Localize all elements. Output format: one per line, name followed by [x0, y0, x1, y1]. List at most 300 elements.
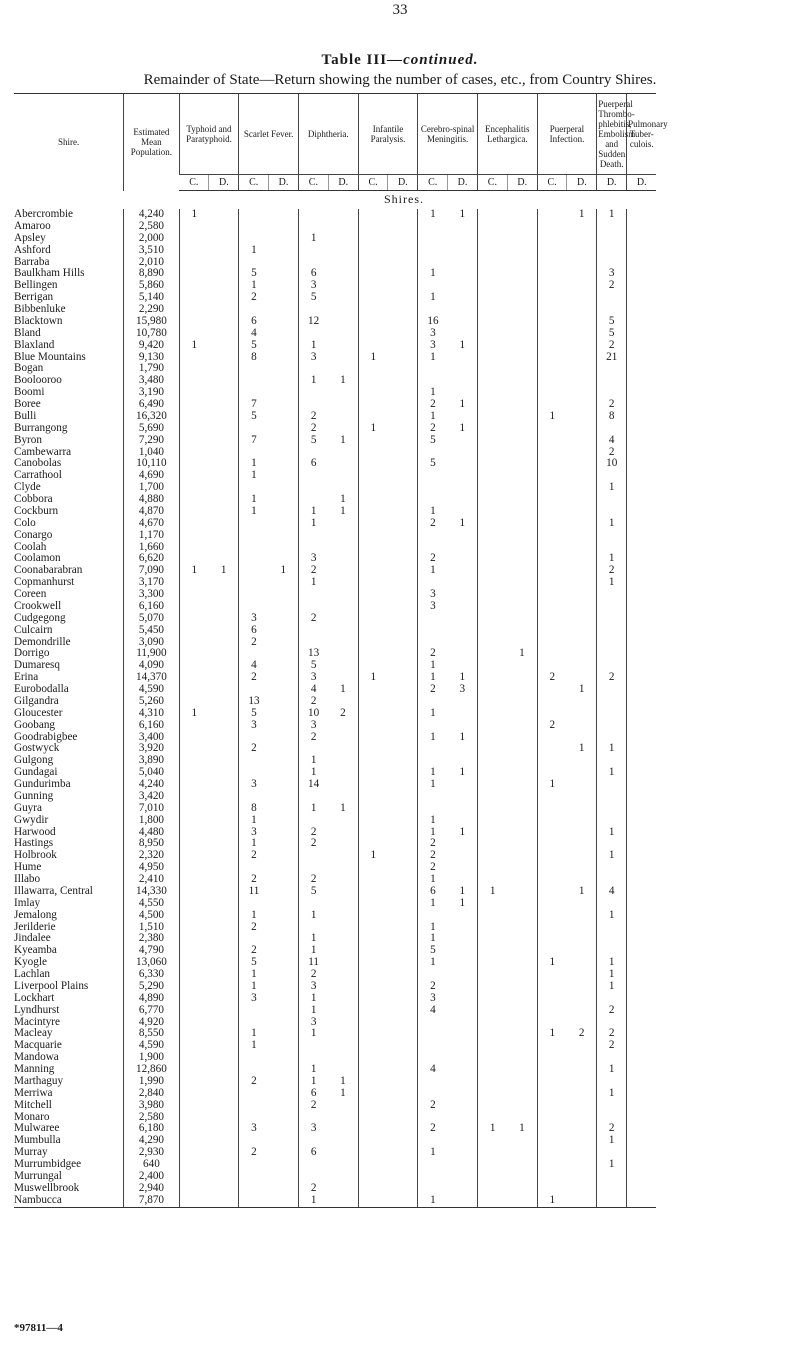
cases-cell: [239, 1171, 269, 1183]
deaths-cell: [567, 613, 597, 625]
deaths-cell: [269, 708, 299, 720]
cases-cell: [179, 447, 209, 459]
shire-name: Gulgong: [14, 755, 54, 767]
deaths-cell: [209, 625, 239, 637]
cases-cell: [477, 233, 507, 245]
cases-cell: 2: [298, 613, 328, 625]
deaths-cell: [209, 268, 239, 280]
deaths-cell: [209, 553, 239, 565]
header-puerperal: Puerperal Infection.: [537, 94, 597, 175]
cases-cell: 6: [298, 458, 328, 470]
deaths-cell: [597, 779, 627, 791]
deaths-cell: [209, 245, 239, 257]
cases-cell: [358, 221, 388, 233]
shire-name: Liverpool Plains: [14, 980, 89, 992]
cases-cell: [477, 838, 507, 850]
shire-name: Monaro: [14, 1111, 50, 1123]
deaths-cell: [627, 1123, 657, 1135]
cases-cell: 1: [358, 423, 388, 435]
shire-name: Mandowa: [14, 1052, 59, 1064]
cases-cell: [239, 482, 269, 494]
cases-cell: [358, 969, 388, 981]
deaths-cell: [567, 316, 597, 328]
cases-cell: 1: [418, 411, 448, 423]
deaths-cell: [448, 1052, 478, 1064]
deaths-cell: [388, 494, 418, 506]
deaths-cell: [209, 458, 239, 470]
cases-cell: [298, 209, 328, 221]
deaths-cell: [507, 209, 537, 221]
deaths-cell: [388, 470, 418, 482]
population-cell: 5,070: [124, 613, 179, 625]
cases-cell: 3: [239, 720, 269, 732]
deaths-cell: [627, 363, 657, 375]
cases-cell: [477, 482, 507, 494]
cases-cell: [477, 553, 507, 565]
deaths-cell: 1: [340, 505, 346, 517]
cases-cell: 11: [239, 886, 269, 898]
cases-cell: 1: [358, 850, 388, 862]
cases-cell: [179, 684, 209, 696]
cases-cell: 4: [418, 1064, 448, 1076]
table-row: [14, 328, 794, 340]
cases-cell: [477, 328, 507, 340]
cases-cell: [179, 268, 209, 280]
deaths-cell: [209, 791, 239, 803]
cases-cell: [179, 1171, 209, 1183]
population-cell: 9,130: [124, 352, 179, 364]
deaths-cell: [388, 862, 418, 874]
cases-cell: 3: [298, 352, 328, 364]
deaths-cell: [388, 553, 418, 565]
deaths-cell: [209, 280, 239, 292]
shire-name: Cockburn: [14, 505, 59, 517]
cases-cell: [179, 1028, 209, 1040]
deaths-cell: [269, 542, 299, 554]
cases-cell: [179, 411, 209, 423]
deaths-cell: [328, 530, 358, 542]
cases-cell: [477, 648, 507, 660]
population-cell: 1,800: [124, 815, 179, 827]
deaths-cell: 1: [340, 494, 346, 505]
cases-cell: [179, 850, 209, 862]
shire-name: Jerilderie: [14, 921, 56, 933]
deaths-cell: [507, 257, 537, 269]
cases-cell: 5: [418, 945, 448, 957]
deaths-cell: [507, 993, 537, 1005]
population-cell: 3,890: [124, 755, 179, 767]
table-row: [14, 1088, 794, 1100]
deaths-cell: [448, 850, 478, 862]
deaths-cell: [269, 1135, 299, 1147]
deaths-cell: [209, 316, 239, 328]
deaths-cell: [567, 363, 597, 375]
cases-cell: [358, 993, 388, 1005]
deaths-cell: [269, 1064, 299, 1076]
population-cell: 2,580: [124, 221, 179, 233]
deaths-cell: [209, 886, 239, 898]
deaths-cell: [328, 1005, 358, 1017]
cases-cell: 5: [239, 340, 269, 352]
deaths-cell: [507, 850, 537, 862]
cases-cell: 1: [179, 340, 209, 352]
cases-cell: 1: [239, 1028, 269, 1040]
cases-cell: [477, 565, 507, 577]
deaths-cell: [209, 340, 239, 352]
deaths-cell: [567, 732, 597, 744]
deaths-cell: [209, 827, 239, 839]
deaths-cell: [209, 411, 239, 423]
cases-cell: [537, 1147, 567, 1159]
deaths-cell: [448, 910, 478, 922]
deaths-cell: [209, 423, 239, 435]
cases-cell: [239, 375, 269, 387]
cases-cell: [477, 1183, 507, 1195]
cases-cell: [179, 1135, 209, 1147]
deaths-cell: 2: [597, 1028, 627, 1040]
population-cell: 5,450: [124, 625, 179, 637]
cases-cell: 4: [298, 684, 328, 696]
cases-cell: [477, 827, 507, 839]
deaths-cell: [448, 1112, 478, 1124]
cases-cell: [418, 1040, 448, 1052]
cases-cell: [358, 815, 388, 827]
deaths-cell: [269, 399, 299, 411]
deaths-cell: [388, 910, 418, 922]
deaths-cell: [269, 720, 299, 732]
cases-cell: 1: [239, 969, 269, 981]
sub-c: C.: [358, 175, 388, 191]
shire-name: Imlay: [14, 897, 41, 909]
deaths-cell: [507, 1052, 537, 1064]
deaths-cell: [597, 387, 627, 399]
deaths-cell: [209, 1100, 239, 1112]
population-cell: 3,170: [124, 577, 179, 589]
deaths-cell: [209, 530, 239, 542]
cases-cell: 2: [418, 518, 448, 530]
cases-cell: 2: [298, 969, 328, 981]
deaths-cell: [448, 411, 478, 423]
deaths-cell: [448, 613, 478, 625]
cases-cell: 1: [358, 352, 388, 364]
deaths-cell: [328, 601, 358, 613]
cases-cell: [537, 458, 567, 470]
deaths-cell: [448, 292, 478, 304]
population-cell: 2,380: [124, 933, 179, 945]
population-cell: 11,900: [124, 648, 179, 660]
deaths-cell: [328, 245, 358, 257]
deaths-cell: [388, 209, 418, 221]
cases-cell: 5: [239, 268, 269, 280]
cases-cell: [358, 399, 388, 411]
table-row: [14, 1123, 794, 1135]
shire-name: Culcairn: [14, 624, 53, 636]
cases-cell: [179, 530, 209, 542]
deaths-cell: [209, 1112, 239, 1124]
cases-cell: 2: [418, 648, 448, 660]
cases-cell: [537, 743, 567, 755]
cases-cell: [358, 720, 388, 732]
deaths-cell: [597, 696, 627, 708]
deaths-cell: [448, 1183, 478, 1195]
population-cell: 4,790: [124, 945, 179, 957]
table-row: [14, 458, 794, 470]
cases-cell: [358, 280, 388, 292]
cases-cell: 1: [239, 280, 269, 292]
cases-cell: [179, 613, 209, 625]
deaths-cell: [269, 221, 299, 233]
deaths-cell: [269, 458, 299, 470]
deaths-cell: [627, 221, 657, 233]
cases-cell: [477, 1195, 507, 1207]
deaths-cell: [507, 494, 537, 506]
cases-cell: [358, 957, 388, 969]
cases-cell: [477, 957, 507, 969]
cases-cell: [358, 411, 388, 423]
deaths-cell: [209, 506, 239, 518]
deaths-cell: [507, 518, 537, 530]
cases-cell: 2: [298, 827, 328, 839]
cases-cell: [298, 815, 328, 827]
shire-name: Ashford: [14, 244, 51, 256]
sub-d: D.: [627, 175, 657, 191]
cases-cell: [298, 922, 328, 934]
table-title: [0, 52, 800, 69]
table-row: [14, 708, 794, 720]
cases-cell: [477, 684, 507, 696]
deaths-cell: [507, 542, 537, 554]
cases-cell: [537, 993, 567, 1005]
cases-cell: [537, 530, 567, 542]
cases-cell: [298, 257, 328, 269]
shire-name: Gundagai: [14, 767, 58, 779]
cases-cell: 1: [418, 767, 448, 779]
deaths-cell: [269, 292, 299, 304]
deaths-cell: [328, 755, 358, 767]
deaths-cell: [567, 910, 597, 922]
cases-cell: [179, 720, 209, 732]
deaths-cell: 1: [340, 802, 346, 814]
sub-d: D.: [567, 175, 597, 191]
cases-cell: [537, 245, 567, 257]
cases-cell: [477, 1028, 507, 1040]
deaths-cell: [627, 316, 657, 328]
cases-cell: [418, 696, 448, 708]
deaths-cell: [209, 518, 239, 530]
deaths-cell: [388, 969, 418, 981]
population-cell: 5,690: [124, 423, 179, 435]
deaths-cell: [269, 672, 299, 684]
cases-cell: [537, 1064, 567, 1076]
deaths-cell: [269, 838, 299, 850]
cases-cell: [537, 696, 567, 708]
population-cell: 1,040: [124, 447, 179, 459]
table-row: [14, 209, 794, 221]
cases-cell: [477, 458, 507, 470]
shire-name: Bibbenluke: [14, 304, 66, 315]
deaths-cell: [567, 1052, 597, 1064]
table-row: [14, 375, 794, 387]
cases-cell: [179, 304, 209, 316]
deaths-cell: [388, 1040, 418, 1052]
cases-cell: [298, 494, 328, 506]
deaths-cell: [269, 447, 299, 459]
deaths-cell: [328, 850, 358, 862]
cases-cell: [537, 1017, 567, 1029]
deaths-cell: [388, 506, 418, 518]
deaths-cell: [269, 648, 299, 660]
cases-cell: [537, 494, 567, 506]
deaths-cell: [448, 542, 478, 554]
deaths-cell: [388, 1123, 418, 1135]
table-row: [14, 684, 794, 696]
deaths-cell: [507, 791, 537, 803]
deaths-cell: 1: [459, 422, 466, 434]
deaths-cell: [269, 316, 299, 328]
deaths-cell: [448, 708, 478, 720]
cases-cell: 1: [179, 708, 209, 720]
cases-cell: [477, 637, 507, 649]
cases-cell: [477, 1135, 507, 1147]
cases-cell: [477, 387, 507, 399]
population-cell: 4,890: [124, 993, 179, 1005]
shire-name: Berrigan: [14, 292, 54, 304]
table-row: [14, 589, 794, 601]
deaths-cell: [388, 233, 418, 245]
deaths-cell: [388, 1159, 418, 1171]
deaths-cell: [209, 1088, 239, 1100]
deaths-cell: 1: [578, 885, 585, 897]
deaths-cell: [209, 1135, 239, 1147]
cases-cell: [179, 1195, 209, 1207]
cases-cell: [179, 589, 209, 601]
cases-cell: 1: [239, 1040, 269, 1052]
cases-cell: [298, 245, 328, 257]
deaths-cell: [567, 387, 597, 399]
population-cell: 2,410: [124, 874, 179, 886]
deaths-cell: [269, 340, 299, 352]
shire-name: Conargo: [14, 529, 53, 541]
shire-name: Blaxland: [14, 339, 55, 351]
cases-cell: 1: [477, 886, 507, 898]
deaths-cell: [597, 637, 627, 649]
deaths-cell: [567, 767, 597, 779]
cases-cell: 1: [298, 233, 328, 245]
deaths-cell: 5: [597, 316, 627, 328]
deaths-cell: [627, 684, 657, 696]
cases-cell: [358, 660, 388, 672]
cases-cell: [358, 886, 388, 898]
cases-cell: 5: [298, 435, 328, 447]
cases-cell: [179, 1052, 209, 1064]
cases-cell: [239, 1017, 269, 1029]
cases-cell: [239, 1112, 269, 1124]
cases-cell: 12: [298, 316, 328, 328]
deaths-cell: [388, 648, 418, 660]
cases-cell: 2: [239, 1147, 269, 1159]
header-thrombo: Puerperal Thrombo-phlebitis, Embolism and Sudden Death.: [597, 94, 627, 175]
cases-cell: 1: [537, 411, 567, 423]
cases-cell: [179, 815, 209, 827]
table-row: [14, 767, 794, 779]
deaths-cell: 1: [597, 827, 627, 839]
cases-cell: [418, 1171, 448, 1183]
cases-cell: [179, 862, 209, 874]
table-row: [14, 910, 794, 922]
deaths-cell: [209, 874, 239, 886]
deaths-cell: [388, 957, 418, 969]
deaths-cell: [269, 1100, 299, 1112]
deaths-cell: [567, 482, 597, 494]
cases-cell: [179, 732, 209, 744]
deaths-cell: [269, 411, 299, 423]
cases-cell: [179, 1076, 209, 1088]
deaths-cell: [507, 910, 537, 922]
table-row: [14, 898, 794, 910]
population-cell: 5,860: [124, 280, 179, 292]
deaths-cell: [597, 660, 627, 672]
deaths-cell: [328, 280, 358, 292]
cases-cell: [537, 969, 567, 981]
deaths-cell: [627, 542, 657, 554]
shire-name: Nambucca: [14, 1195, 124, 1207]
cases-cell: [537, 708, 567, 720]
deaths-cell: 1: [519, 648, 525, 660]
deaths-cell: [597, 1112, 627, 1124]
cases-cell: [477, 304, 507, 316]
table-row: [14, 1112, 794, 1124]
table-row: [14, 981, 794, 993]
deaths-cell: 8: [597, 411, 627, 423]
deaths-cell: [567, 542, 597, 554]
table-row: [14, 815, 794, 827]
cases-cell: [537, 209, 567, 221]
deaths-cell: 1: [459, 209, 466, 220]
population-cell: 10,110: [124, 458, 179, 470]
deaths-cell: [567, 969, 597, 981]
deaths-cell: [567, 625, 597, 637]
deaths-cell: [448, 922, 478, 934]
deaths-cell: [388, 1052, 418, 1064]
deaths-cell: 1: [340, 684, 346, 695]
deaths-cell: 2: [578, 1028, 585, 1040]
deaths-cell: [567, 922, 597, 934]
deaths-cell: [507, 340, 537, 352]
deaths-cell: [269, 209, 299, 221]
deaths-cell: [269, 589, 299, 601]
cases-cell: 2: [418, 399, 448, 411]
cases-cell: 11: [298, 957, 328, 969]
deaths-cell: [567, 1147, 597, 1159]
deaths-cell: [507, 435, 537, 447]
cases-cell: [358, 316, 388, 328]
shire-name: Goodrabigbee: [14, 731, 78, 743]
cases-cell: [537, 648, 567, 660]
deaths-cell: [448, 363, 478, 375]
cases-cell: 2: [418, 838, 448, 850]
table-row: [14, 993, 794, 1005]
cases-cell: [179, 1017, 209, 1029]
cases-cell: [179, 435, 209, 447]
cases-cell: [358, 625, 388, 637]
cases-cell: [537, 791, 567, 803]
table-row: [14, 613, 794, 625]
cases-cell: [537, 1005, 567, 1017]
shire-name: Byron: [14, 434, 42, 446]
cases-cell: 1: [239, 458, 269, 470]
deaths-cell: [388, 743, 418, 755]
deaths-cell: [388, 613, 418, 625]
